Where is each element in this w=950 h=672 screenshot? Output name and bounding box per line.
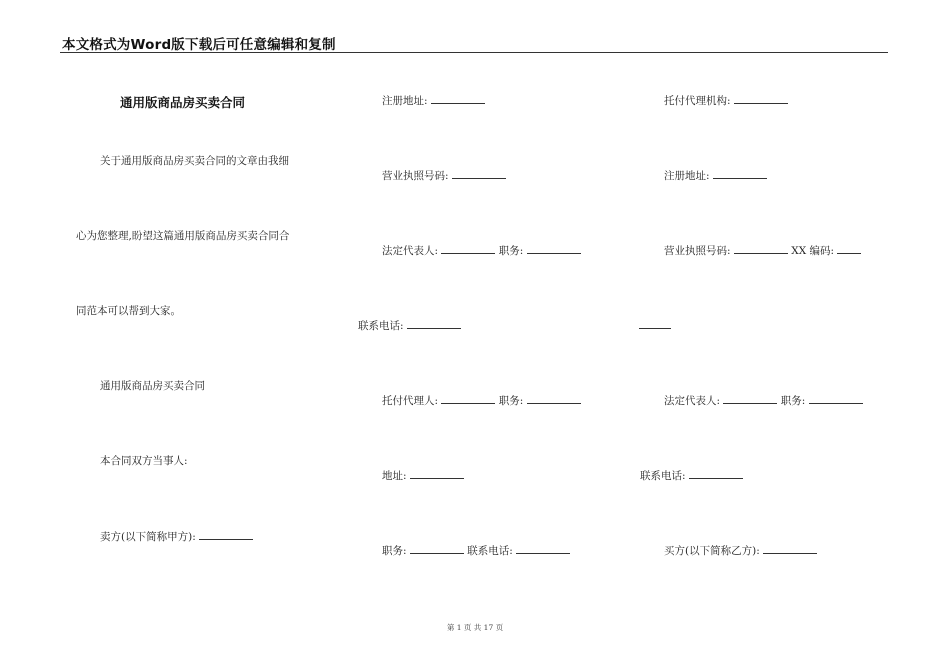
agency-postcode-blank	[837, 243, 861, 254]
seller-position2-label: 职务:	[382, 545, 407, 557]
agency-reg-address-blank	[713, 168, 767, 179]
agency-position-blank	[809, 393, 863, 404]
buyer-blank	[763, 543, 817, 554]
seller-agent-position-label: 职务:	[498, 395, 524, 407]
header-title: 本文格式为Word版下载后可任意编辑和复制	[62, 37, 336, 53]
seller-phone-blank	[407, 318, 461, 329]
agency-field	[664, 93, 788, 108]
agency-postcode-label: XX 编码:	[791, 245, 835, 257]
contract-subtitle: 通用版商品房买卖合同	[100, 380, 205, 392]
seller-reg-address-field	[382, 93, 485, 108]
seller-position2-blank	[410, 543, 464, 554]
intro-line-2: 心为您整理,盼望这篇通用版商品房买卖合同合	[76, 230, 290, 242]
seller-phone-field	[358, 318, 461, 333]
parties-heading: 本合同双方当事人:	[100, 455, 188, 467]
seller-address-field	[382, 468, 464, 483]
agency-license-blank	[734, 243, 788, 254]
agency-legal-rep-field	[664, 393, 863, 408]
seller-field	[100, 529, 253, 544]
seller-agent-blank	[441, 393, 495, 404]
seller-agent-position-blank	[527, 393, 581, 404]
seller-legal-rep-label: 法定代表人:	[382, 245, 439, 257]
document-title: 通用版商品房买卖合同	[120, 95, 246, 110]
agency-license-field	[664, 243, 861, 258]
agency-phone-label: 联系电话:	[640, 470, 686, 482]
seller-agent-label: 托付代理人:	[382, 395, 439, 407]
seller-position-label: 职务:	[498, 245, 524, 257]
seller-phone2-blank	[516, 543, 570, 554]
seller-blank	[199, 529, 253, 540]
agency-reg-address-label: 注册地址:	[664, 170, 710, 182]
agency-phone-field	[640, 468, 743, 483]
agency-legal-rep-label: 法定代表人:	[664, 395, 721, 407]
seller-reg-address-label: 注册地址:	[382, 95, 428, 107]
seller-license-blank	[452, 168, 506, 179]
intro-line-1: 关于通用版商品房买卖合同的文章由我细	[100, 155, 289, 167]
header-divider	[60, 52, 888, 53]
agency-position-label: 职务:	[780, 395, 806, 407]
agency-postcode-blank-continued	[639, 318, 671, 329]
seller-address-blank	[410, 468, 464, 479]
agency-license-label: 营业执照号码:	[664, 245, 731, 257]
seller-phone2-label: 联系电话:	[467, 545, 513, 557]
agency-label: 托付代理机构:	[664, 95, 731, 107]
buyer-label: 买方(以下简称乙方):	[664, 545, 760, 557]
intro-line-3: 同范本可以帮到大家。	[76, 305, 181, 317]
agency-postcode-continuation	[639, 318, 671, 333]
agency-legal-rep-blank	[723, 393, 777, 404]
seller-phone-label: 联系电话:	[358, 320, 404, 332]
buyer-field	[664, 543, 817, 558]
seller-reg-address-blank	[431, 93, 485, 104]
seller-position-blank	[527, 243, 581, 254]
seller-license-label: 营业执照号码:	[382, 170, 449, 182]
agency-blank	[734, 93, 788, 104]
page-footer: 第 1 页 共 17 页	[446, 623, 504, 632]
seller-address-label: 地址:	[382, 470, 407, 482]
seller-legal-rep-field	[382, 243, 581, 258]
agency-reg-address-field	[664, 168, 767, 183]
seller-license-field	[382, 168, 506, 183]
agency-phone-blank	[689, 468, 743, 479]
seller-legal-rep-blank	[441, 243, 495, 254]
seller-agent-field	[382, 393, 581, 408]
seller-agent-contact-field	[382, 543, 570, 558]
seller-label: 卖方(以下简称甲方):	[100, 531, 196, 543]
